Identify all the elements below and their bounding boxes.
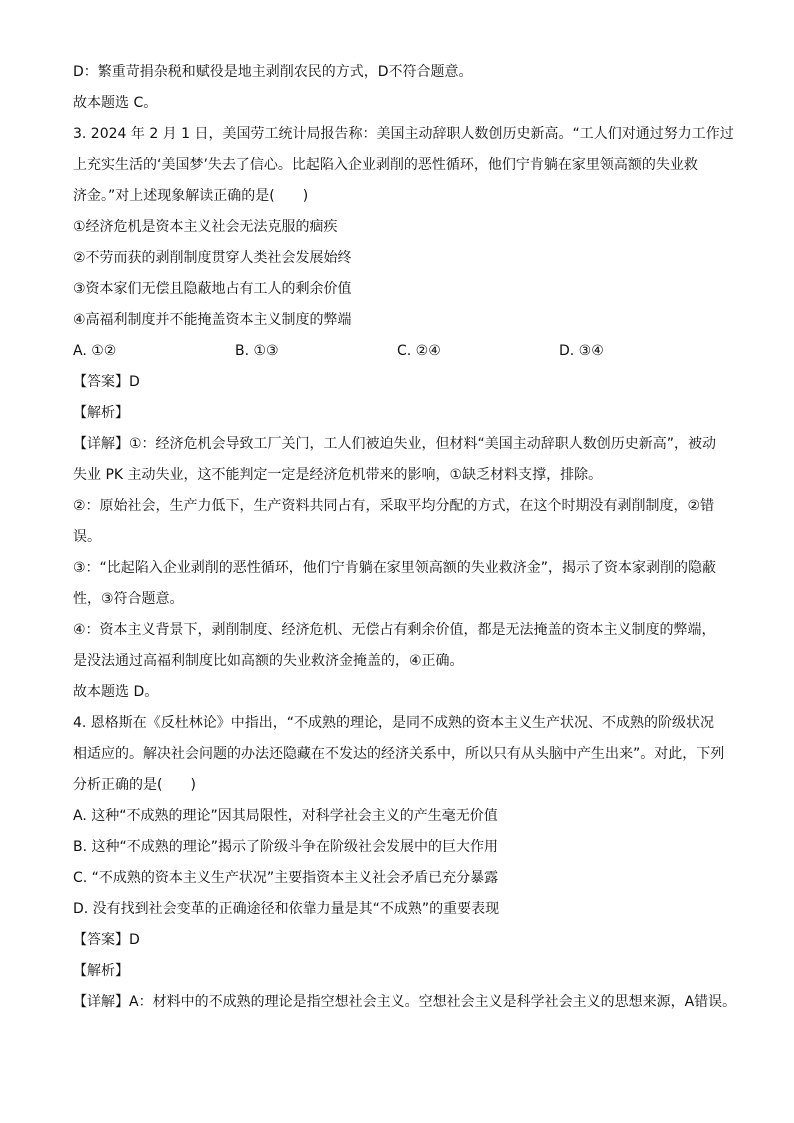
q3-detail-line: ②：原始社会，生产力低下，生产资料共同占有，采取平均分配的方式，在这个时期没有剥削制度，②错: [73, 498, 715, 514]
q2-option-d-explanation: D：繁重苛捐杂税和赋役是地主剥削农民的方式，D不符合题意。: [73, 64, 473, 80]
q3-stem-line: 上充实生活的‘美国梦’失去了信心。比起陷入企业剥削的恶性循环，他们宁肯躺在家里领高额的失业救: [73, 157, 698, 173]
q3-answer: 【答案】D: [73, 374, 140, 390]
q4-analysis-label: 【解析】: [73, 963, 129, 979]
question-3: [73, 124, 738, 713]
q3-stem-line: 济金。”对上述现象解读正确的是( ): [73, 188, 309, 204]
q3-option-d: D. ③④: [559, 343, 604, 359]
q4-option-c: C. “不成熟的资本主义生产状况”主要指资本主义社会矛盾已充分暴露: [73, 870, 499, 886]
q3-stem-line: 3. 2024 年 2 月 1 日，美国劳工统计局报告称：美国主动辞职人数创历史新高。“工人们对通过努力工作过: [73, 126, 734, 142]
q4-option-d: D. 没有找到社会变革的正确途径和依靠力量是其“不成熟”的重要表现: [73, 901, 500, 917]
q3-option-b: B. ①③: [235, 343, 279, 359]
q4-stem-line: 4. 恩格斯在《反杜林论》中指出，“不成熟的理论，是同不成熟的资本主义生产状况、不成熟的阶级状况: [73, 715, 715, 731]
q3-detail-line: 性，③符合题意。: [73, 591, 184, 607]
q3-statement-3: ③资本家们无偿且隐蔽地占有工人的剩余价值: [73, 281, 352, 297]
q4-stem-line: 分析正确的是( ): [73, 777, 196, 793]
q3-detail-line: ③：“比起陷入企业剥削的恶性循环，他们宁肯躺在家里领高额的失业救济金”，揭示了资本家剥削的隐蔽: [73, 560, 717, 576]
q3-statement-4: ④高福利制度并不能掩盖资本主义制度的弊端: [73, 312, 352, 328]
q3-detail-line: 误。: [73, 529, 101, 545]
q3-options: [73, 341, 738, 361]
question-4: [73, 713, 738, 1012]
q4-stem-line: 相适应的。解决社会问题的办法还隐藏在不发达的经济关系中，所以只有从头脑中产生出来”。对此，下列: [73, 746, 725, 762]
q4-option-b: B. 这种“不成熟的理论”揭示了阶级斗争在阶级社会发展中的巨大作用: [73, 839, 499, 855]
q4-option-a: A. 这种“不成熟的理论”因其局限性，对科学社会主义的产生毫无价值: [73, 808, 498, 824]
q4-detail-line: 【详解】A：材料中的不成熟的理论是指空想社会主义。空想社会主义是科学社会主义的思想来源，A错误。: [73, 994, 737, 1010]
q3-statement-1: ①经济危机是资本主义社会无法克服的痼疾: [73, 219, 338, 235]
q3-conclusion: 故本题选 D。: [73, 684, 159, 700]
q4-answer: 【答案】D: [73, 932, 140, 948]
document-page: [73, 62, 738, 1012]
q3-detail-line: 是没法通过高福利制度比如高额的失业救济金掩盖的，④正确。: [73, 653, 464, 669]
q3-detail-line: 【详解】①：经济危机会导致工厂关门，工人们被迫失业，但材料“美国主动辞职人数创历史新高”，被动: [73, 436, 717, 452]
q2-conclusion: 故本题选 C。: [73, 95, 158, 111]
q3-option-c: C. ②④: [397, 343, 441, 359]
q3-statement-2: ②不劳而获的剥削制度贯穿人类社会发展始终: [73, 250, 352, 266]
q3-option-a: A. ①②: [73, 343, 117, 359]
q3-analysis-label: 【解析】: [73, 405, 129, 421]
q3-detail-line: ④：资本主义背景下，剥削制度、经济危机、无偿占有剩余价值，都是无法掩盖的资本主义制度的弊端，: [73, 622, 716, 638]
q3-detail-line: 失业 PK 主动失业，这不能判定一定是经济危机带来的影响，①缺乏材料支撑，排除。: [73, 467, 603, 483]
